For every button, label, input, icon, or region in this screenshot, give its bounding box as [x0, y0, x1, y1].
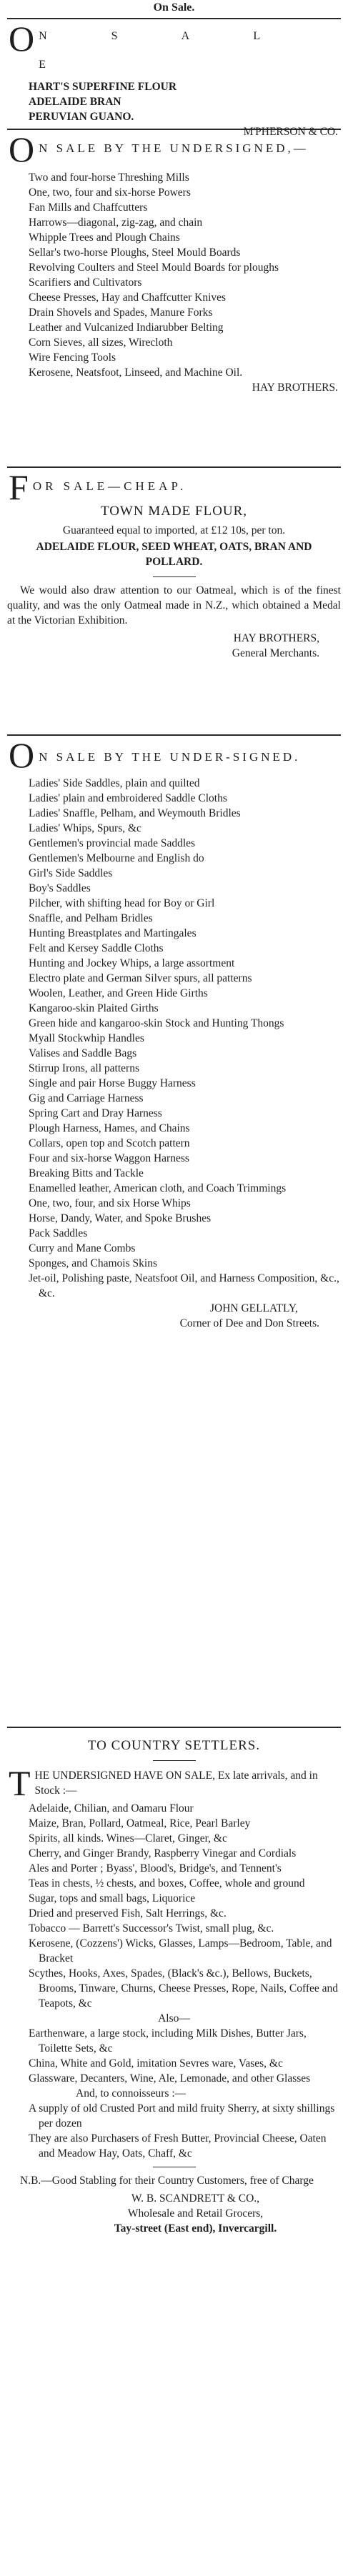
advert-signature: HAY BROTHERS. [252, 381, 338, 394]
list-item: Boy's Saddles [29, 882, 91, 894]
list-item: Tobacco — Barrett's Successor's Twist, small plug, &c. [29, 1922, 274, 1935]
list-item: Snaffle, and Pelham Bridles [29, 912, 153, 924]
list-item: Plough Harness, Hames, and Chains [29, 1122, 190, 1134]
advert-signature-sub: Corner of Dee and Don Streets. [179, 1317, 319, 1329]
list-item: Scarifiers and Cultivators [29, 276, 142, 289]
advert-mpherson [7, 19, 341, 138]
list-item: Drain Shovels and Spades, Manure Forks [29, 306, 213, 319]
list-item: Hunting Breastplates and Martingales [29, 927, 197, 939]
list-item: Ladies' Side Saddles, plain and quilted [29, 777, 200, 789]
list-item: Felt and Kersey Saddle Cloths [29, 942, 164, 954]
list-item: Ladies' Snaffle, Pelham, and Weymouth Bridles [29, 807, 241, 819]
list-item: Spring Cart and Dray Harness [29, 1107, 162, 1119]
item-list [7, 166, 341, 380]
list-item: Ales and Porter ; Byass', Blood's, Bridge's, and Tennent's [29, 1862, 282, 1874]
list-item: Valises and Saddle Bags [29, 1047, 137, 1059]
list-item: Dried and preserved Fish, Salt Herrings, &c. [29, 1907, 227, 1919]
advert-opener: N S A L E [39, 30, 291, 71]
advert-opener: N SALE BY THE UNDERSIGNED,— [39, 141, 309, 155]
list-item: Glassware, Decanters, Wine, Ale, Lemonade, and other Glasses [29, 2072, 311, 2085]
list-item: Kangaroo-skin Plaited Girths [29, 1002, 159, 1014]
list-item: Girl's Side Saddles [29, 867, 113, 879]
list-item: Enamelled leather, American cloth, and Coach Trimmings [29, 1182, 287, 1194]
list-item: Horse, Dandy, Water, and Spoke Brushes [29, 1212, 212, 1224]
list-item: One, two, four, and six Horse Whips [29, 1197, 191, 1209]
list-item: Ladies' plain and embroidered Saddle Cloths [29, 792, 227, 804]
product-line: ADELAIDE BRAN [29, 96, 121, 108]
list-item: Gentlemen's Melbourne and English do [29, 852, 204, 864]
divider [153, 1760, 196, 1761]
list-item: Fan Mills and Chaffcutters [29, 201, 148, 214]
advert-scandrett [7, 1738, 341, 2236]
list-item: Leather and Vulcanized Indiarubber Belting [29, 321, 224, 334]
list-item: Revolving Coulters and Steel Mould Boards for ploughs [29, 261, 279, 274]
advert-nb: N.B.—Good Stabling for their Country Customers, free of Charge [20, 2175, 314, 2187]
list-item: Cheese Presses, Hay and Chaffcutter Knives [29, 291, 227, 304]
list-item: China, White and Gold, imitation Sevres ware, Vases, &c [29, 2057, 283, 2070]
list-item: Corn Sieves, all sizes, Wirecloth [29, 336, 173, 349]
list-item: Kerosene, (Cozzens') Wicks, Glasses, Lamps—Bedroom, Table, and Bracket [29, 1937, 332, 1965]
list-item: Woolen, Leather, and Green Hide Girths [29, 987, 208, 999]
list-item: Teas in chests, ½ chests, and boxes, Coffee, whole and ground [29, 1877, 305, 1889]
list-item: Ladies' Whips, Spurs, &c [29, 822, 141, 834]
advert-heading: TO COUNTRY SETTLERS. [87, 1738, 261, 1753]
item-list [7, 772, 341, 1301]
item-list [7, 1799, 341, 2011]
product-line: PERUVIAN GUANO. [29, 111, 134, 123]
advert-opener: N SALE BY THE UNDER-SIGNED. [39, 750, 301, 764]
item-list-2 [7, 2026, 341, 2161]
column-header: On Sale. [153, 1, 195, 14]
list-item: Kerosene, Neatsfoot, Linseed, and Machine Oil. [29, 366, 243, 379]
list-item: Earthenware, a large stock, including Milk Dishes, Butter Jars, Toilette Sets, &c [29, 2027, 307, 2055]
dropcap: O [9, 735, 35, 775]
list-item: Scythes, Hooks, Axes, Spades, (Black's &c.), Bellows, Buckets, Brooms, Tinware, Churns, Cheese Presses, Rope, Nails, Coffee and Teapots, &c [29, 1967, 339, 2010]
list-item: Four and six-horse Waggon Harness [29, 1152, 189, 1164]
list-item: Harrows—diagonal, zig-zag, and chain [29, 216, 203, 229]
divider [7, 734, 341, 736]
dropcap: F [9, 467, 29, 507]
list-item: One, two, four and six-horse Powers [29, 186, 191, 199]
list-item: Gentlemen's provincial made Saddles [29, 837, 196, 849]
divider [7, 466, 341, 468]
list-item: Spirits, all kinds. Wines—Claret, Ginger, &c [29, 1832, 227, 1844]
list-item: And, to connoisseurs :— [76, 2087, 187, 2100]
list-item: Wire Fencing Tools [29, 351, 116, 364]
advert-hay-brothers-flour [7, 467, 341, 732]
advert-opener: OR SALE—CHEAP. [32, 479, 187, 493]
advert-signature: HAY BROTHERS, [233, 632, 319, 644]
advert-heading: TOWN MADE FLOUR, [100, 504, 248, 519]
list-item: Cherry, and Ginger Brandy, Raspberry Vinegar and Cordials [29, 1847, 297, 1859]
list-item: Electro plate and German Silver spurs, all patterns [29, 972, 252, 984]
list-item: Collars, open top and Scotch pattern [29, 1137, 190, 1149]
advert-products: ADELAIDE FLOUR, SEED WHEAT, OATS, BRAN AND POLLARD. [36, 541, 312, 568]
advert-signature: W. B. SCANDRETT & CO., [131, 2192, 260, 2205]
also-label: Also— [158, 2012, 190, 2025]
advert-opener: HE UNDERSIGNED HAVE ON SALE, Ex late arrivals, and in Stock :— [34, 1769, 318, 1797]
list-item: A supply of old Crusted Port and mild fruity Sherry, at sixty shillings per dozen [29, 2102, 335, 2130]
advert-signature: JOHN GELLATLY, [209, 1302, 298, 1314]
list-item: Pack Saddles [29, 1227, 88, 1239]
list-item: Sponges, and Chamois Skins [29, 1257, 157, 1269]
dropcap: T [9, 1763, 31, 1803]
list-item: Sellar's two-horse Ploughs, Steel Mould Boards [29, 246, 241, 259]
divider [7, 1727, 341, 1728]
divider [7, 18, 341, 19]
dropcap: O [9, 19, 35, 59]
list-item: Breaking Bitts and Tackle [29, 1167, 144, 1179]
list-item: Maize, Bran, Pollard, Oatmeal, Rice, Pearl Barley [29, 1817, 251, 1829]
list-item: Curry and Mane Combs [29, 1242, 136, 1254]
list-item: Myall Stockwhip Handles [29, 1032, 144, 1044]
dropcap: O [9, 129, 35, 169]
list-item: Two and four-horse Threshing Mills [29, 171, 189, 184]
list-item: Stirrup Irons, all patterns [29, 1062, 139, 1074]
list-item: Whipple Trees and Plough Chains [29, 231, 180, 244]
advert-address: Tay-street (East end), Invercargill. [114, 2222, 277, 2235]
divider [153, 576, 196, 577]
list-item: Gig and Carriage Harness [29, 1092, 144, 1104]
list-item: Jet-oil, Polishing paste, Neatsfoot Oil, and Harness Composition, &c., &c. [29, 1272, 339, 1299]
advert-paragraph: We would also draw attention to our Oatmeal, which is of the finest quality, and was the only Oatmeal made in N.Z., which obtained a Medal at the Victorian Exhibition. [7, 584, 341, 626]
advert-guarantee: Guaranteed equal to imported, at £12 10s, per ton. [62, 524, 286, 536]
list-item: Green hide and kangaroo-skin Stock and Hunting Thongs [29, 1017, 284, 1029]
advert-signature: M'PHERSON & CO. [243, 126, 338, 138]
list-item: Adelaide, Chilian, and Oamaru Flour [29, 1802, 194, 1814]
advert-signature-sub: Wholesale and Retail Grocers, [127, 2207, 264, 2220]
list-item: They are also Purchasers of Fresh Butter, Provincial Cheese, Oaten and Meadow Hay, Oats, Chaff, &c [29, 2132, 327, 2160]
product-line: HART'S SUPERFINE FLOUR [29, 81, 177, 93]
list-item: Single and pair Horse Buggy Harness [29, 1077, 196, 1089]
list-item: Pilcher, with shifting head for Boy or Girl [29, 897, 215, 909]
list-item: Hunting and Jockey Whips, a large assortment [29, 957, 235, 969]
list-item: Sugar, tops and small bags, Liquorice [29, 1892, 196, 1904]
advert-john-gellatly [7, 735, 341, 1724]
advert-signature-sub: General Merchants. [232, 647, 319, 659]
